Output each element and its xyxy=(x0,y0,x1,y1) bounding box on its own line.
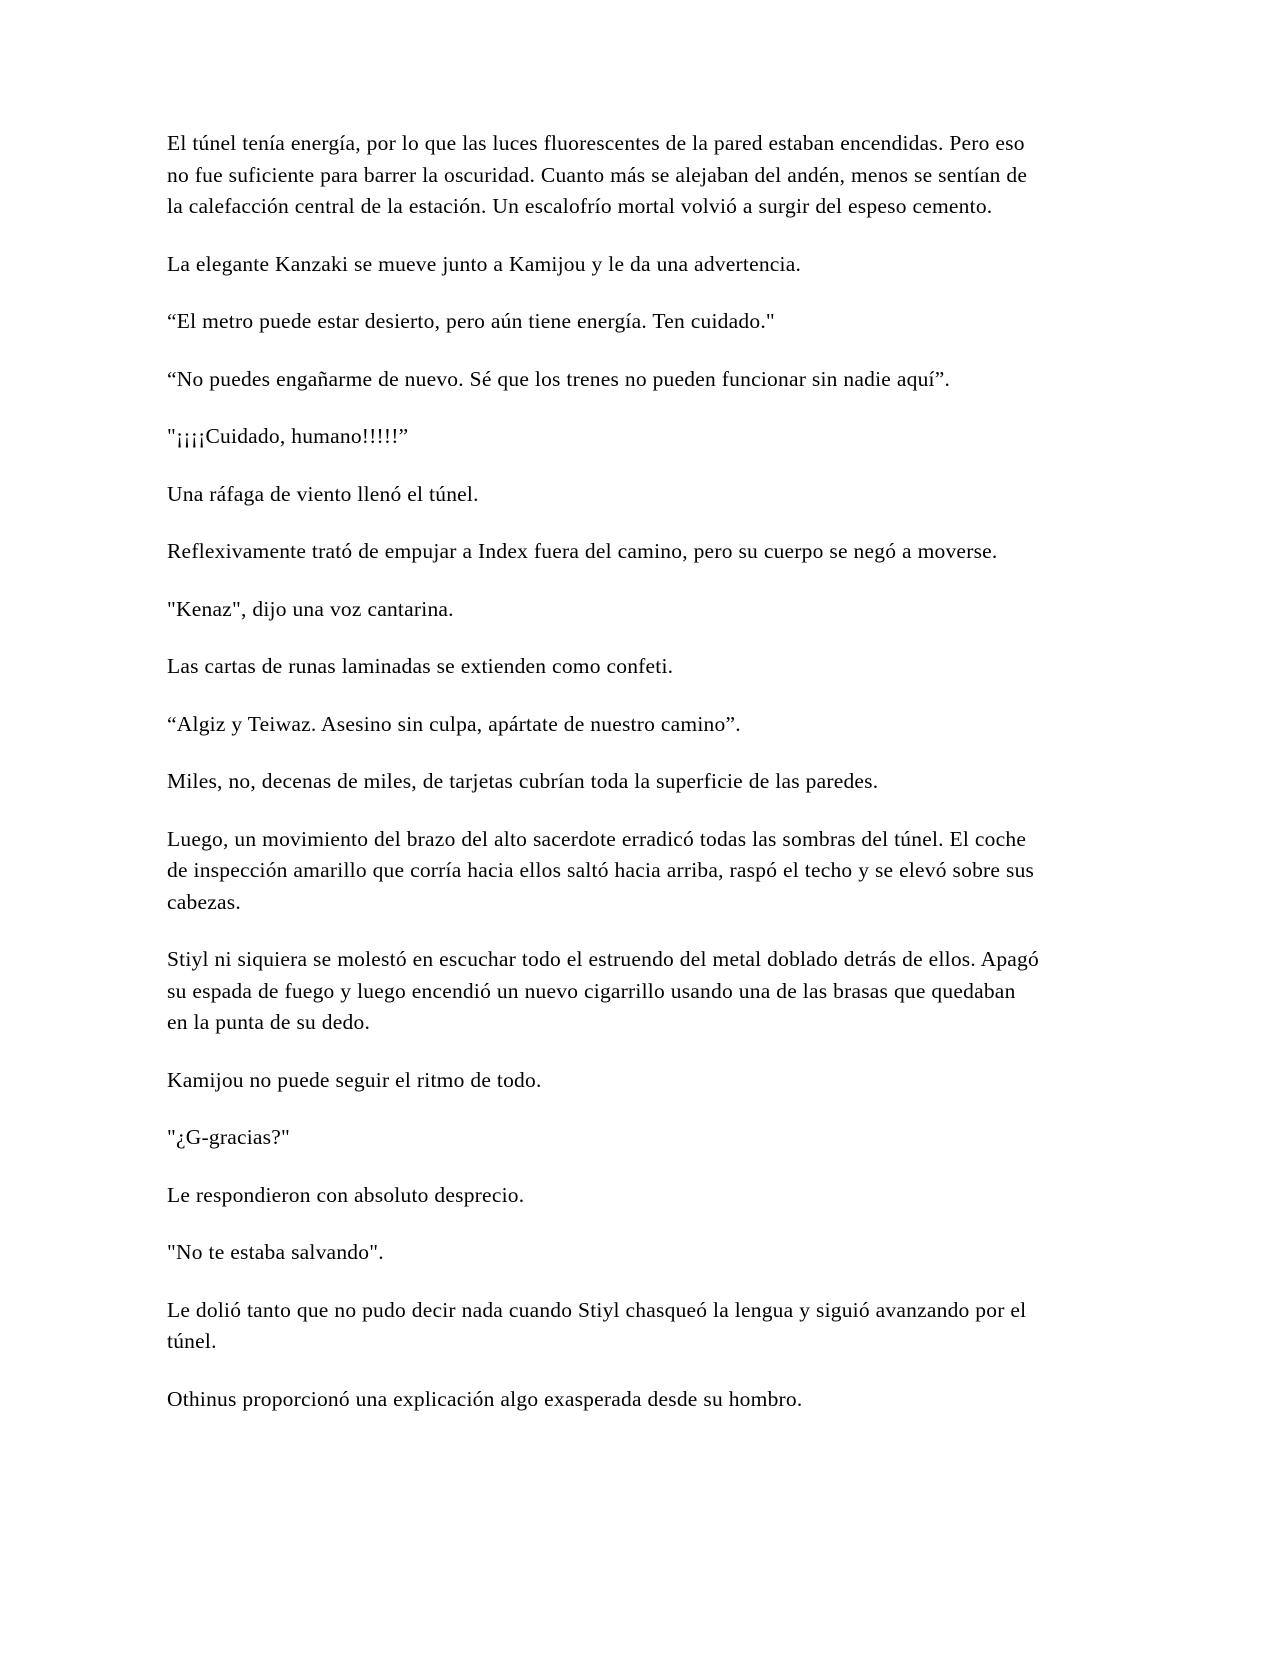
paragraph: Luego, un movimiento del brazo del alto sacerdote erradicó todas las sombras del túnel. El coche de inspección amarillo que corría hacia ellos saltó hacia arriba, raspó el techo y se elevó sobre sus cabezas. xyxy=(167,826,1035,914)
paragraph: “Algiz y Teiwaz. Asesino sin culpa, apártate de nuestro camino”. xyxy=(167,711,741,736)
paragraph: Miles, no, decenas de miles, de tarjetas cubrían toda la superficie de las paredes. xyxy=(167,769,879,793)
paragraph: Las cartas de runas laminadas se extienden como confeti. xyxy=(167,654,674,678)
paragraph: "No te estaba salvando". xyxy=(167,1240,384,1264)
paragraph: "¿G-gracias?" xyxy=(167,1125,290,1149)
paragraph: “No puedes engañarme de nuevo. Sé que los trenes no pueden funcionar sin nadie aquí”. xyxy=(167,366,951,391)
paragraph: El túnel tenía energía, por lo que las luces fluorescentes de la pared estaban encendidas. Pero eso no fue suficiente para barrer la oscuridad. Cuanto más se alejaban del andén, menos se sentían de la calefacción central de la estación. Un escalofrío mortal volvió a surgir del espeso cemento. xyxy=(167,131,1028,218)
paragraph: Le dolió tanto que no pudo decir nada cuando Stiyl chasqueó la lengua y siguió avanzando por el túnel. xyxy=(167,1297,1027,1353)
paragraph: La elegante Kanzaki se mueve junto a Kamijou y le da una advertencia. xyxy=(167,251,802,276)
paragraph: Kamijou no puede seguir el ritmo de todo. xyxy=(167,1067,542,1092)
paragraph: "¡¡¡¡Cuidado, humano!!!!!” xyxy=(167,424,409,448)
document-text-body xyxy=(167,128,1042,1415)
paragraph: Una ráfaga de viento llenó el túnel. xyxy=(167,481,479,506)
paragraph: "Kenaz", dijo una voz cantarina. xyxy=(167,596,454,621)
paragraph: Reflexivamente trató de empujar a Index fuera del camino, pero su cuerpo se negó a moverse. xyxy=(167,539,998,563)
paragraph: Stiyl ni siquiera se molestó en escuchar todo el estruendo del metal doblado detrás de ellos. Apagó su espada de fuego y luego encendió un nuevo cigarrillo usando una de las brasas que quedaban en la punta de su dedo. xyxy=(167,947,1039,1034)
paragraph: Othinus proporcionó una explicación algo exasperada desde su hombro. xyxy=(167,1386,803,1411)
paragraph: Le respondieron con absoluto desprecio. xyxy=(167,1182,525,1207)
paragraph: “El metro puede estar desierto, pero aún tiene energía. Ten cuidado." xyxy=(167,309,775,333)
